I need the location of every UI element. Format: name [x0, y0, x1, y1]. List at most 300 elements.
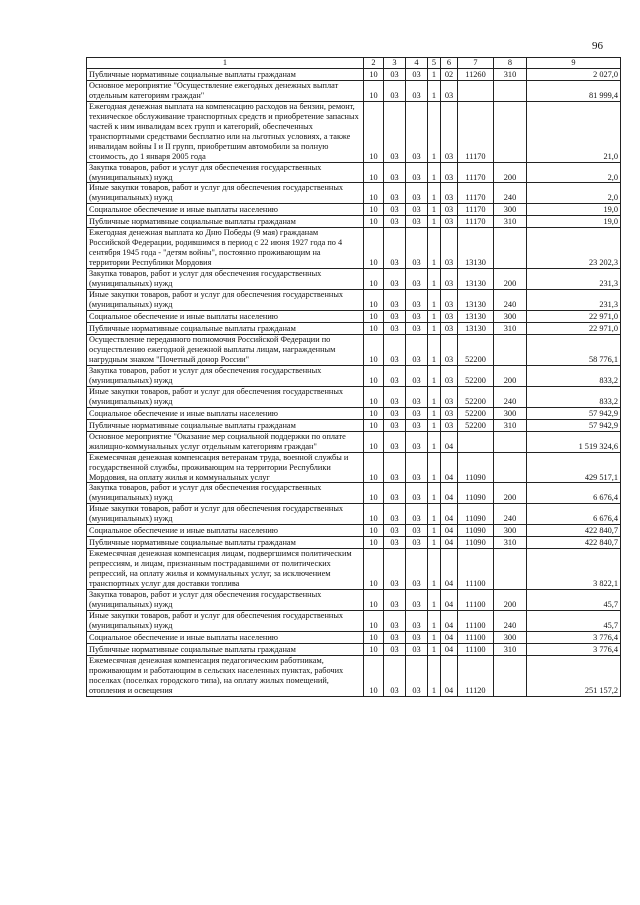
code-expense-type: 240	[494, 183, 527, 204]
code-program: 03	[406, 549, 428, 590]
column-header: 7	[458, 58, 494, 69]
code-program: 03	[406, 590, 428, 611]
row-name: Публичные нормативные социальные выплаты гражданам	[87, 323, 364, 335]
code-section: 10	[364, 483, 384, 504]
code-subprogram: 1	[428, 525, 441, 537]
code-program: 03	[406, 365, 428, 386]
code-expense-type: 310	[494, 68, 527, 80]
code-expense-type	[494, 80, 527, 101]
code-expense-type: 200	[494, 483, 527, 504]
code-direction: 11090	[458, 525, 494, 537]
table-row	[87, 162, 621, 183]
code-direction: 13130	[458, 269, 494, 290]
code-expense-type: 310	[494, 216, 527, 228]
column-header: 2	[364, 58, 384, 69]
code-section: 10	[364, 386, 384, 407]
code-section: 10	[364, 162, 384, 183]
row-amount: 23 202,3	[527, 228, 621, 269]
code-expense-type: 240	[494, 610, 527, 631]
code-subsection: 03	[384, 204, 406, 216]
table-row	[87, 204, 621, 216]
row-name: Закупка товаров, работ и услуг для обеспечения государственных (муниципальных) нужд	[87, 269, 364, 290]
code-program: 03	[406, 452, 428, 483]
code-event: 03	[441, 407, 458, 419]
row-amount: 3 776,4	[527, 631, 621, 643]
code-subprogram: 1	[428, 365, 441, 386]
code-subprogram: 1	[428, 228, 441, 269]
code-subsection: 03	[384, 483, 406, 504]
code-section: 10	[364, 525, 384, 537]
code-subprogram: 1	[428, 537, 441, 549]
code-expense-type	[494, 101, 527, 162]
row-amount: 21,0	[527, 101, 621, 162]
code-program: 03	[406, 80, 428, 101]
column-header: 1	[87, 58, 364, 69]
code-subprogram: 1	[428, 452, 441, 483]
code-subsection: 03	[384, 269, 406, 290]
code-direction: 11100	[458, 631, 494, 643]
code-program: 03	[406, 631, 428, 643]
code-subsection: 03	[384, 216, 406, 228]
code-event: 04	[441, 631, 458, 643]
code-event: 04	[441, 504, 458, 525]
row-amount: 422 840,7	[527, 525, 621, 537]
code-expense-type: 310	[494, 419, 527, 431]
code-event: 03	[441, 365, 458, 386]
row-name: Закупка товаров, работ и услуг для обеспечения государственных (муниципальных) нужд	[87, 365, 364, 386]
code-subsection: 03	[384, 183, 406, 204]
code-subsection: 03	[384, 162, 406, 183]
row-name: Ежегодная денежная выплата ко Дню Победы (9 мая) гражданам Российской Федерации, родившимся в период с 22 июня 1927 года по 4 сентября 1945 года - "детям войны", постоянно проживающим на территории Республики Мордовия	[87, 228, 364, 269]
code-direction: 11170	[458, 216, 494, 228]
code-expense-type	[494, 431, 527, 452]
code-subsection: 03	[384, 335, 406, 366]
code-event: 04	[441, 643, 458, 655]
table-row	[87, 452, 621, 483]
code-expense-type: 310	[494, 537, 527, 549]
code-program: 03	[406, 483, 428, 504]
code-subprogram: 1	[428, 335, 441, 366]
code-program: 03	[406, 162, 428, 183]
code-expense-type: 310	[494, 643, 527, 655]
table-row	[87, 386, 621, 407]
row-name: Ежемесячная денежная компенсация лицам, подвергшимся политическим репрессиям, и лицам, признанным пострадавшими от политических репрессий, на оплату жилья и коммунальных услуг, за исключением транспортных услуг для доставки топлива	[87, 549, 364, 590]
row-name: Иные закупки товаров, работ и услуг для обеспечения государственных (муниципальных) нужд	[87, 386, 364, 407]
row-name: Закупка товаров, работ и услуг для обеспечения государственных (муниципальных) нужд	[87, 590, 364, 611]
row-amount: 58 776,1	[527, 335, 621, 366]
code-program: 03	[406, 204, 428, 216]
column-header: 3	[384, 58, 406, 69]
code-direction: 11170	[458, 204, 494, 216]
code-subsection: 03	[384, 323, 406, 335]
row-amount: 231,3	[527, 290, 621, 311]
code-subprogram: 1	[428, 311, 441, 323]
code-subprogram: 1	[428, 323, 441, 335]
code-program: 03	[406, 643, 428, 655]
code-direction: 11100	[458, 590, 494, 611]
code-direction: 52200	[458, 407, 494, 419]
code-expense-type: 200	[494, 162, 527, 183]
code-subprogram: 1	[428, 80, 441, 101]
code-subprogram: 1	[428, 419, 441, 431]
table-row	[87, 431, 621, 452]
code-subsection: 03	[384, 504, 406, 525]
table-row	[87, 631, 621, 643]
code-subsection: 03	[384, 643, 406, 655]
code-event: 03	[441, 419, 458, 431]
code-program: 03	[406, 323, 428, 335]
row-name: Основное мероприятие "Оказание мер социальной поддержки по оплате жилищно-коммунальных услуг отдельным категориям граждан"	[87, 431, 364, 452]
code-event: 03	[441, 183, 458, 204]
code-subprogram: 1	[428, 504, 441, 525]
code-program: 03	[406, 431, 428, 452]
code-section: 10	[364, 655, 384, 696]
row-name: Иные закупки товаров, работ и услуг для обеспечения государственных (муниципальных) нужд	[87, 504, 364, 525]
code-section: 10	[364, 549, 384, 590]
row-name: Социальное обеспечение и иные выплаты населению	[87, 407, 364, 419]
code-program: 03	[406, 610, 428, 631]
code-subsection: 03	[384, 631, 406, 643]
row-name: Социальное обеспечение и иные выплаты населению	[87, 311, 364, 323]
code-direction	[458, 80, 494, 101]
code-program: 03	[406, 269, 428, 290]
table-row	[87, 610, 621, 631]
code-subsection: 03	[384, 101, 406, 162]
code-event: 04	[441, 537, 458, 549]
column-header: 5	[428, 58, 441, 69]
column-header: 9	[527, 58, 621, 69]
row-name: Публичные нормативные социальные выплаты гражданам	[87, 537, 364, 549]
code-subsection: 03	[384, 525, 406, 537]
code-subprogram: 1	[428, 162, 441, 183]
code-program: 03	[406, 407, 428, 419]
code-direction: 13130	[458, 290, 494, 311]
code-direction	[458, 431, 494, 452]
table-row	[87, 504, 621, 525]
row-name: Публичные нормативные социальные выплаты гражданам	[87, 419, 364, 431]
table-row	[87, 483, 621, 504]
table-row	[87, 290, 621, 311]
column-header: 8	[494, 58, 527, 69]
code-event: 03	[441, 204, 458, 216]
code-direction: 52200	[458, 419, 494, 431]
table-row	[87, 365, 621, 386]
code-subsection: 03	[384, 590, 406, 611]
code-direction: 11100	[458, 610, 494, 631]
code-subprogram: 1	[428, 549, 441, 590]
code-subsection: 03	[384, 610, 406, 631]
code-event: 02	[441, 68, 458, 80]
row-amount: 57 942,9	[527, 407, 621, 419]
row-amount: 422 840,7	[527, 537, 621, 549]
table-row	[87, 80, 621, 101]
row-amount: 6 676,4	[527, 483, 621, 504]
row-amount: 2,0	[527, 162, 621, 183]
row-amount: 2,0	[527, 183, 621, 204]
table-row	[87, 525, 621, 537]
table-row	[87, 68, 621, 80]
row-amount: 429 517,1	[527, 452, 621, 483]
code-expense-type: 240	[494, 504, 527, 525]
code-subprogram: 1	[428, 431, 441, 452]
code-event: 03	[441, 216, 458, 228]
code-section: 10	[364, 80, 384, 101]
page-number: 96	[592, 40, 603, 52]
code-event: 04	[441, 655, 458, 696]
code-event: 03	[441, 386, 458, 407]
row-amount: 6 676,4	[527, 504, 621, 525]
code-subsection: 03	[384, 365, 406, 386]
code-section: 10	[364, 228, 384, 269]
code-event: 03	[441, 228, 458, 269]
code-section: 10	[364, 407, 384, 419]
code-direction: 13130	[458, 323, 494, 335]
code-subprogram: 1	[428, 643, 441, 655]
code-subprogram: 1	[428, 631, 441, 643]
column-header: 4	[406, 58, 428, 69]
code-section: 10	[364, 610, 384, 631]
code-event: 03	[441, 335, 458, 366]
table-row	[87, 101, 621, 162]
code-event: 04	[441, 525, 458, 537]
row-amount: 22 971,0	[527, 323, 621, 335]
code-subprogram: 1	[428, 386, 441, 407]
row-name: Закупка товаров, работ и услуг для обеспечения государственных (муниципальных) нужд	[87, 483, 364, 504]
row-name: Основное мероприятие "Осуществление ежегодных денежных выплат отдельным категориям граждан"	[87, 80, 364, 101]
row-name: Ежегодная денежная выплата на компенсацию расходов на бензин, ремонт, техническое обслуживание транспортных средств и приобретение запасных частей к ним инвалидам всех групп и категорий, обеспеченных транспортными средствами бесплатно или на льготных условиях, а также инвалидам войны I и II групп, приобретшим автомобили за полную стоимость, до 1 января 2005 года	[87, 101, 364, 162]
code-subsection: 03	[384, 68, 406, 80]
code-section: 10	[364, 452, 384, 483]
row-name: Социальное обеспечение и иные выплаты населению	[87, 525, 364, 537]
code-expense-type	[494, 335, 527, 366]
code-section: 10	[364, 643, 384, 655]
table-header-row	[87, 58, 621, 69]
code-direction: 11170	[458, 162, 494, 183]
code-event: 04	[441, 590, 458, 611]
code-program: 03	[406, 655, 428, 696]
code-subprogram: 1	[428, 183, 441, 204]
table-row	[87, 216, 621, 228]
code-expense-type: 240	[494, 386, 527, 407]
table-row	[87, 655, 621, 696]
table-row	[87, 183, 621, 204]
code-expense-type	[494, 452, 527, 483]
code-program: 03	[406, 537, 428, 549]
code-section: 10	[364, 183, 384, 204]
table-row	[87, 407, 621, 419]
code-expense-type: 300	[494, 525, 527, 537]
code-event: 03	[441, 101, 458, 162]
code-subsection: 03	[384, 80, 406, 101]
table-row	[87, 419, 621, 431]
row-amount: 81 999,4	[527, 80, 621, 101]
code-subprogram: 1	[428, 68, 441, 80]
code-direction: 11170	[458, 183, 494, 204]
row-name: Ежемесячная денежная компенсация ветеранам труда, военной службы и государственной службы, проживающим на территории Республики Мордовия, на оплату жилья и коммунальных услуг	[87, 452, 364, 483]
code-program: 03	[406, 101, 428, 162]
row-amount: 231,3	[527, 269, 621, 290]
code-section: 10	[364, 419, 384, 431]
code-section: 10	[364, 431, 384, 452]
column-header: 6	[441, 58, 458, 69]
code-direction: 13130	[458, 228, 494, 269]
code-subprogram: 1	[428, 655, 441, 696]
table-row	[87, 643, 621, 655]
code-program: 03	[406, 419, 428, 431]
code-program: 03	[406, 68, 428, 80]
code-expense-type: 300	[494, 407, 527, 419]
code-subprogram: 1	[428, 269, 441, 290]
table-row	[87, 323, 621, 335]
table-row	[87, 549, 621, 590]
row-amount: 22 971,0	[527, 311, 621, 323]
code-expense-type: 240	[494, 290, 527, 311]
code-expense-type	[494, 655, 527, 696]
table-row	[87, 269, 621, 290]
code-event: 04	[441, 431, 458, 452]
row-amount: 45,7	[527, 590, 621, 611]
code-section: 10	[364, 323, 384, 335]
code-direction: 11090	[458, 483, 494, 504]
code-subsection: 03	[384, 311, 406, 323]
code-subsection: 03	[384, 228, 406, 269]
code-program: 03	[406, 504, 428, 525]
row-name: Иные закупки товаров, работ и услуг для обеспечения государственных (муниципальных) нужд	[87, 183, 364, 204]
code-event: 04	[441, 452, 458, 483]
budget-table	[86, 57, 621, 697]
code-program: 03	[406, 183, 428, 204]
code-subprogram: 1	[428, 290, 441, 311]
code-program: 03	[406, 311, 428, 323]
row-name: Публичные нормативные социальные выплаты гражданам	[87, 68, 364, 80]
code-expense-type	[494, 228, 527, 269]
row-name: Публичные нормативные социальные выплаты гражданам	[87, 643, 364, 655]
code-direction: 11090	[458, 452, 494, 483]
row-amount: 3 822,1	[527, 549, 621, 590]
row-amount: 833,2	[527, 386, 621, 407]
code-event: 04	[441, 610, 458, 631]
code-direction: 11090	[458, 504, 494, 525]
code-subsection: 03	[384, 407, 406, 419]
code-event: 03	[441, 162, 458, 183]
code-subprogram: 1	[428, 204, 441, 216]
code-direction: 11260	[458, 68, 494, 80]
code-expense-type: 300	[494, 631, 527, 643]
code-expense-type: 300	[494, 311, 527, 323]
code-direction: 11170	[458, 101, 494, 162]
code-program: 03	[406, 216, 428, 228]
code-section: 10	[364, 101, 384, 162]
code-section: 10	[364, 311, 384, 323]
row-amount: 57 942,9	[527, 419, 621, 431]
code-expense-type	[494, 549, 527, 590]
code-event: 04	[441, 483, 458, 504]
code-section: 10	[364, 290, 384, 311]
code-section: 10	[364, 216, 384, 228]
code-subsection: 03	[384, 452, 406, 483]
code-expense-type: 200	[494, 269, 527, 290]
code-program: 03	[406, 335, 428, 366]
row-name: Иные закупки товаров, работ и услуг для обеспечения государственных (муниципальных) нужд	[87, 610, 364, 631]
code-event: 03	[441, 311, 458, 323]
code-event: 03	[441, 269, 458, 290]
code-subprogram: 1	[428, 216, 441, 228]
code-direction: 52200	[458, 335, 494, 366]
code-subsection: 03	[384, 386, 406, 407]
code-direction: 11100	[458, 643, 494, 655]
code-program: 03	[406, 525, 428, 537]
row-amount: 45,7	[527, 610, 621, 631]
table-row	[87, 228, 621, 269]
code-section: 10	[364, 537, 384, 549]
row-amount: 833,2	[527, 365, 621, 386]
code-event: 03	[441, 80, 458, 101]
code-subprogram: 1	[428, 590, 441, 611]
code-section: 10	[364, 504, 384, 525]
code-event: 03	[441, 290, 458, 311]
code-section: 10	[364, 631, 384, 643]
code-section: 10	[364, 204, 384, 216]
table-row	[87, 311, 621, 323]
code-subprogram: 1	[428, 610, 441, 631]
code-expense-type: 200	[494, 590, 527, 611]
code-subsection: 03	[384, 655, 406, 696]
code-direction: 52200	[458, 386, 494, 407]
code-direction: 11100	[458, 549, 494, 590]
row-amount: 19,0	[527, 204, 621, 216]
code-section: 10	[364, 68, 384, 80]
code-event: 03	[441, 323, 458, 335]
code-program: 03	[406, 386, 428, 407]
code-subprogram: 1	[428, 407, 441, 419]
code-direction: 52200	[458, 365, 494, 386]
code-section: 10	[364, 590, 384, 611]
code-subsection: 03	[384, 290, 406, 311]
code-section: 10	[364, 365, 384, 386]
table-row	[87, 590, 621, 611]
table-row	[87, 335, 621, 366]
code-subprogram: 1	[428, 483, 441, 504]
code-section: 10	[364, 269, 384, 290]
row-name: Закупка товаров, работ и услуг для обеспечения государственных (муниципальных) нужд	[87, 162, 364, 183]
row-amount: 2 027,0	[527, 68, 621, 80]
code-section: 10	[364, 335, 384, 366]
row-amount: 3 776,4	[527, 643, 621, 655]
row-name: Иные закупки товаров, работ и услуг для обеспечения государственных (муниципальных) нужд	[87, 290, 364, 311]
row-name: Социальное обеспечение и иные выплаты населению	[87, 204, 364, 216]
row-name: Социальное обеспечение и иные выплаты населению	[87, 631, 364, 643]
row-amount: 251 157,2	[527, 655, 621, 696]
code-subsection: 03	[384, 549, 406, 590]
row-name: Публичные нормативные социальные выплаты гражданам	[87, 216, 364, 228]
table-row	[87, 537, 621, 549]
code-program: 03	[406, 228, 428, 269]
row-amount: 19,0	[527, 216, 621, 228]
code-subprogram: 1	[428, 101, 441, 162]
code-expense-type: 310	[494, 323, 527, 335]
code-subsection: 03	[384, 537, 406, 549]
code-expense-type: 200	[494, 365, 527, 386]
row-name: Осуществление переданного полномочия Российской Федерации по осуществлению ежегодной денежной выплаты лицам, награжденным нагрудным знаком "Почетный донор России"	[87, 335, 364, 366]
code-subsection: 03	[384, 431, 406, 452]
row-amount: 1 519 324,6	[527, 431, 621, 452]
code-direction: 11090	[458, 537, 494, 549]
code-direction: 13130	[458, 311, 494, 323]
code-direction: 11120	[458, 655, 494, 696]
row-name: Ежемесячная денежная компенсация педагогическим работникам, проживающим и работающим в сельских населенных пунктах, рабочих поселках (поселках городского типа), на оплату жилых помещений, отопления и освещения	[87, 655, 364, 696]
code-program: 03	[406, 290, 428, 311]
code-expense-type: 300	[494, 204, 527, 216]
